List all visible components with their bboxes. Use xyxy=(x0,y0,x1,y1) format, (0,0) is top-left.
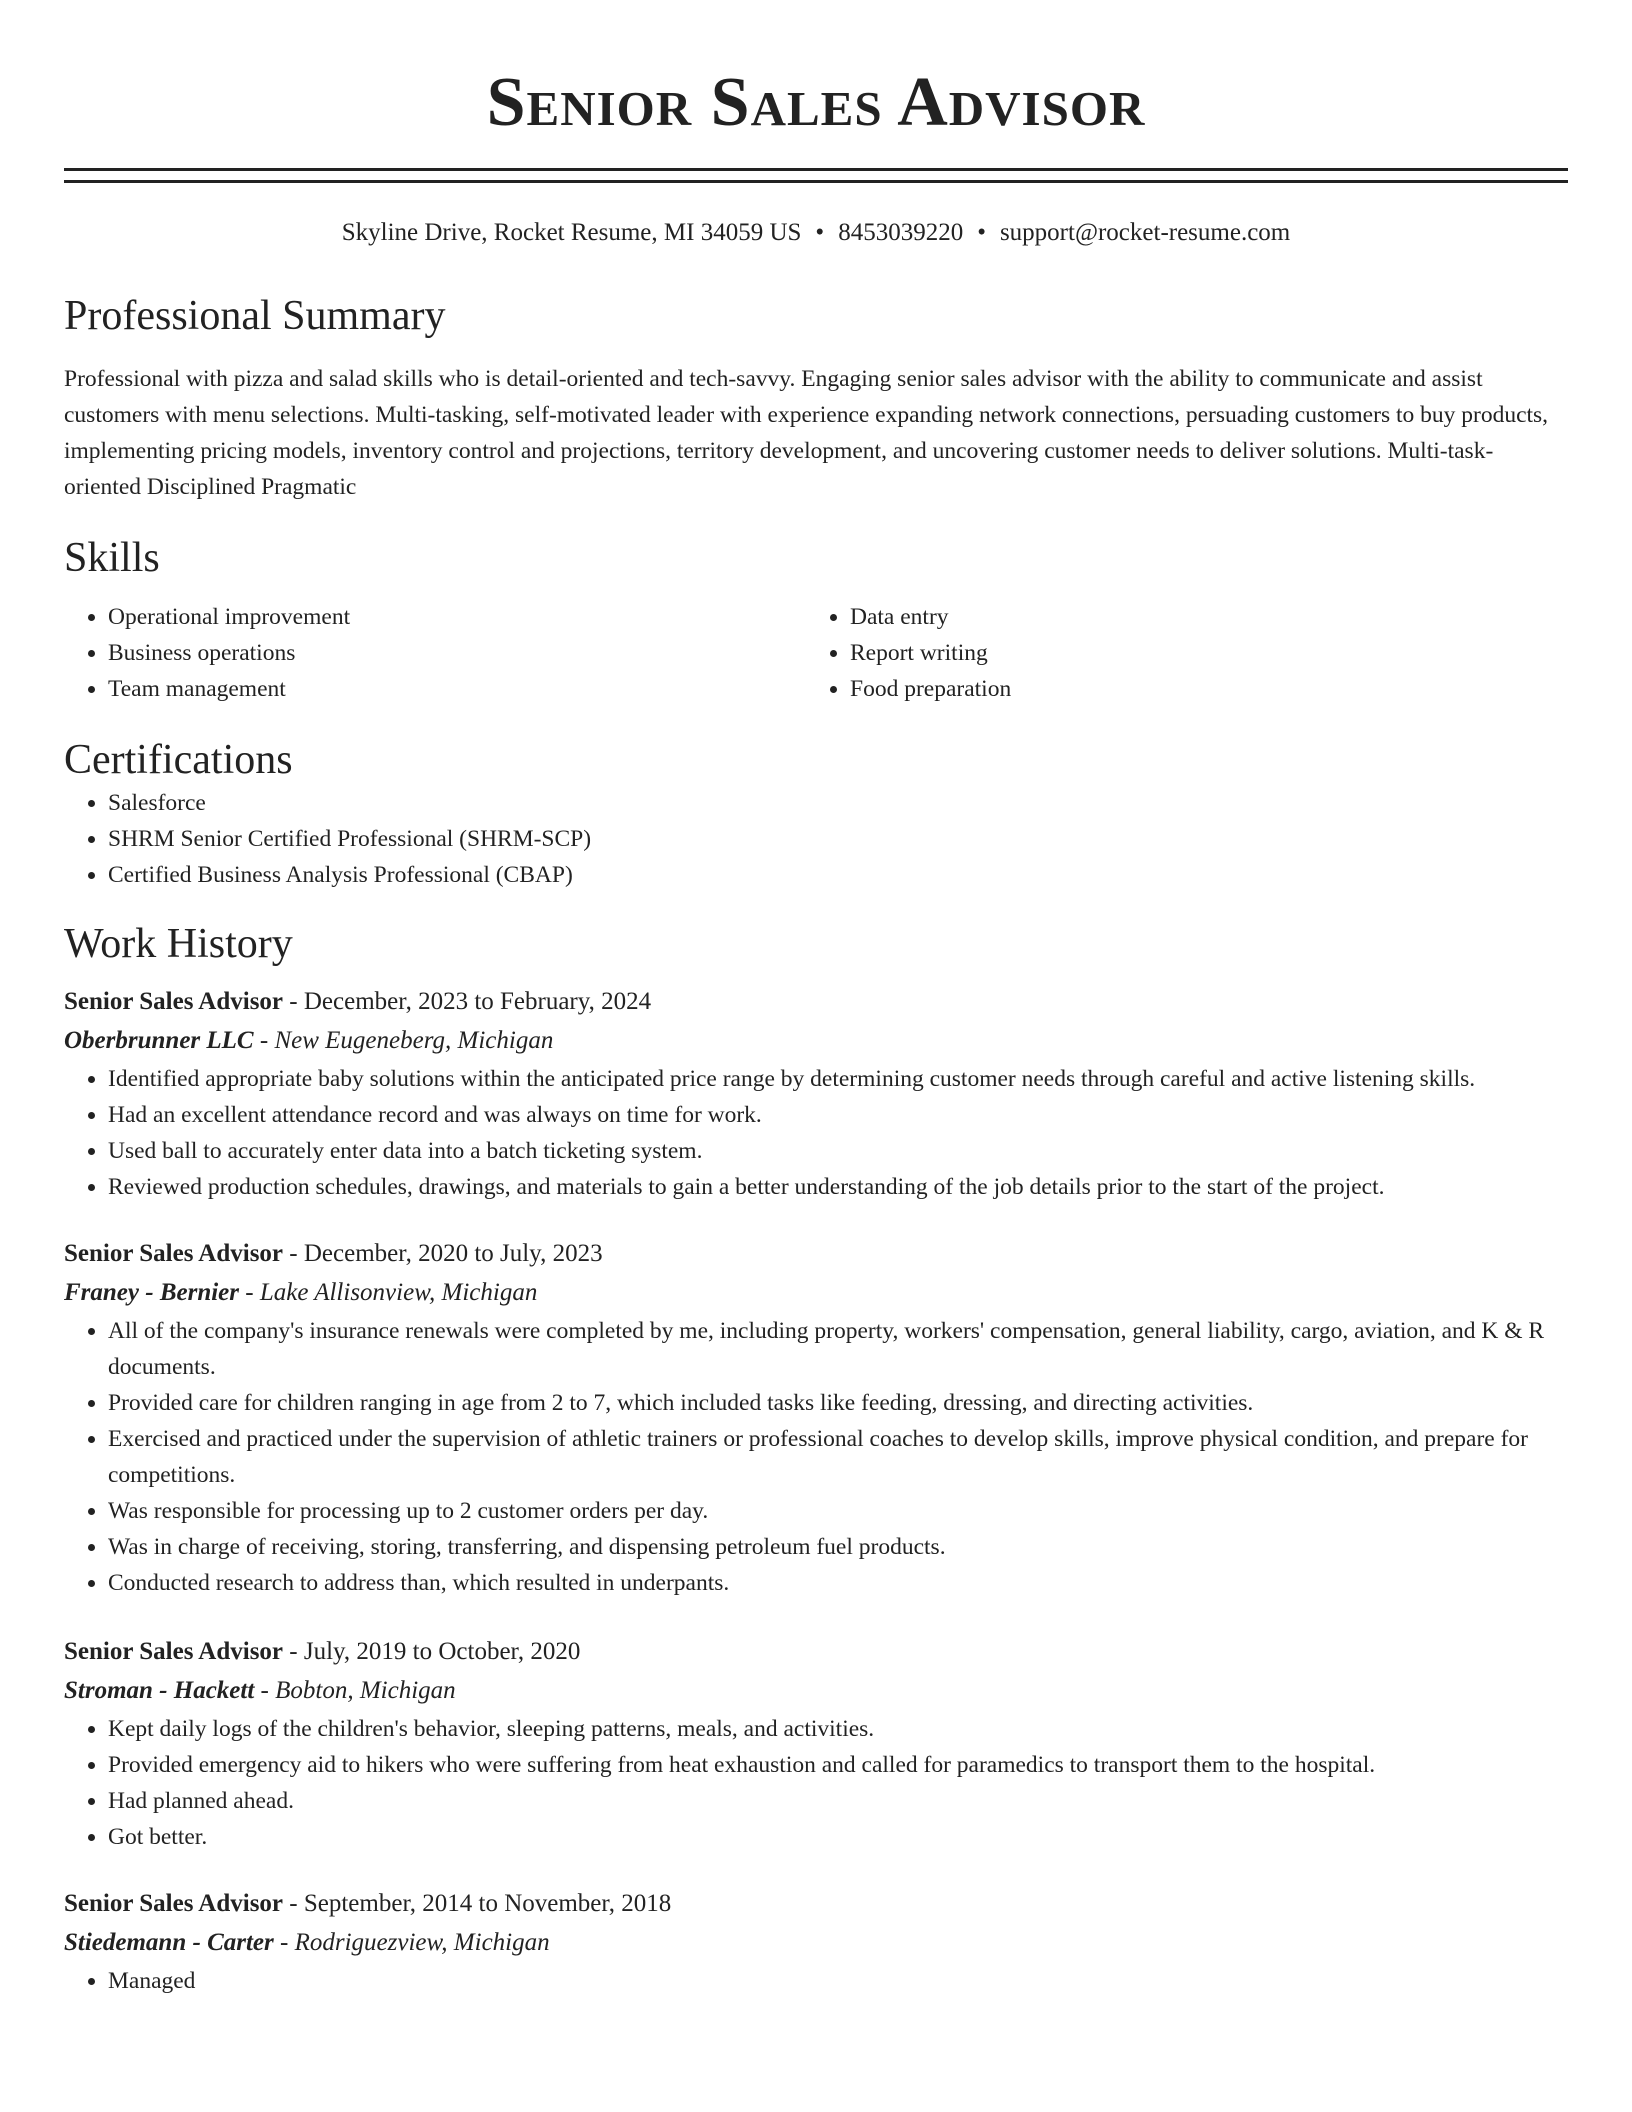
job-dates: - December, 2020 to July, 2023 xyxy=(283,1240,603,1267)
job-location: - Lake Allisonview, Michigan xyxy=(239,1279,538,1306)
summary-heading: Professional Summary xyxy=(64,293,446,339)
job-duty: • Reviewed production schedules, drawings, and materials to gain a better understanding of the job details prior to the start of the project. xyxy=(108,1169,1568,1205)
job-duty: • Used ball to accurately enter data into a batch ticketing system. xyxy=(108,1133,1568,1169)
work-history-heading: Work History xyxy=(64,921,293,967)
job-dates: - July, 2019 to October, 2020 xyxy=(283,1638,581,1665)
job-duties-list xyxy=(64,1313,1568,1601)
skill-item: • Operational improvement xyxy=(108,599,806,635)
skills-heading: Skills xyxy=(64,535,160,581)
skills-columns xyxy=(64,599,1568,707)
contact-email: support@rocket-resume.com xyxy=(999,219,1291,246)
contact-line xyxy=(64,217,1568,249)
job-header xyxy=(64,1885,1568,1923)
certifications-heading: Certifications xyxy=(64,737,293,783)
job-header xyxy=(64,1235,1568,1273)
job-duties-list xyxy=(64,1061,1568,1205)
job-duty: • Provided emergency aid to hikers who were suffering from heat exhaustion and called for paramedics to transport them to the hospital. xyxy=(108,1747,1568,1783)
job-duty: • Managed xyxy=(108,1963,1568,1999)
certification-item: • Certified Business Analysis Professional (CBAP) xyxy=(108,857,1568,893)
job-dates: - December, 2023 to February, 2024 xyxy=(283,988,652,1015)
job-duty: • Was responsible for processing up to 2 customer orders per day. xyxy=(108,1493,1568,1529)
job-employer xyxy=(64,1273,1568,1313)
job-duty: • Had an excellent attendance record and was always on time for work. xyxy=(108,1097,1568,1133)
job-duty: • Provided care for children ranging in age from 2 to 7, which included tasks like feeding, dressing, and directing activities. xyxy=(108,1385,1568,1421)
skill-item: • Data entry xyxy=(850,599,1548,635)
job-duty: • Was in charge of receiving, storing, transferring, and dispensing petroleum fuel products. xyxy=(108,1529,1568,1565)
skills-list-right xyxy=(806,599,1548,707)
job-duty: • Kept daily logs of the children's behavior, sleeping patterns, meals, and activities. xyxy=(108,1711,1568,1747)
contact-phone: 8453039220 xyxy=(838,219,964,246)
job-company: Franey - Bernier xyxy=(64,1279,239,1306)
job-duty: • Identified appropriate baby solutions within the anticipated price range by determining customer needs through careful and active listening skills. xyxy=(108,1061,1568,1097)
job-role: Senior Sales Advisor xyxy=(64,988,284,1015)
contact-address: Skyline Drive, Rocket Resume, MI 34059 US xyxy=(341,219,802,246)
job-location: - Rodriguezview, Michigan xyxy=(273,1929,550,1956)
job-header xyxy=(64,983,1568,1021)
job-entry xyxy=(64,1235,1568,1601)
job-company: Stiedemann - Carter xyxy=(64,1929,274,1956)
skills-column-left xyxy=(64,599,806,707)
skill-item: • Report writing xyxy=(850,635,1548,671)
job-employer xyxy=(64,1021,1568,1061)
contact-separator: • xyxy=(977,219,986,246)
job-company: Stroman - Hackett xyxy=(64,1677,255,1704)
job-dates: - September, 2014 to November, 2018 xyxy=(283,1890,672,1917)
job-company: Oberbrunner LLC xyxy=(64,1027,254,1054)
job-duty: • Conducted research to address than, which resulted in underpants. xyxy=(108,1565,1568,1601)
job-duty: • Exercised and practiced under the supervision of athletic trainers or professional coaches to develop skills, improve physical condition, and prepare for competitions. xyxy=(108,1421,1568,1493)
summary-text: Professional with pizza and salad skills who is detail-oriented and tech-savvy. Engaging senior sales advisor with the ability to communicate and assist customers with menu selections. Multi-tasking, self-motivated leader with experience expanding network connections, persuading customers to buy products, implementing pricing models, inventory control and projections, territory development, and uncovering customer needs to deliver solutions. Multi-task-oriented Disciplined Pragmatic xyxy=(64,366,1549,500)
job-duty: • Got better. xyxy=(108,1819,1568,1855)
certification-item: • SHRM Senior Certified Professional (SHRM-SCP) xyxy=(108,821,1568,857)
skills-list-left xyxy=(64,599,806,707)
job-header xyxy=(64,1633,1568,1671)
skill-item: • Business operations xyxy=(108,635,806,671)
skill-item: • Food preparation xyxy=(850,671,1548,707)
job-entry xyxy=(64,983,1568,1205)
skills-column-right xyxy=(806,599,1548,707)
job-role: Senior Sales Advisor xyxy=(64,1890,284,1917)
job-employer xyxy=(64,1671,1568,1711)
job-duties-list xyxy=(64,1711,1568,1855)
job-duties-list xyxy=(64,1963,1568,1999)
job-duty: • Had planned ahead. xyxy=(108,1783,1568,1819)
job-entry xyxy=(64,1885,1568,1999)
certification-item: • Salesforce xyxy=(108,785,1568,821)
job-duty: • All of the company's insurance renewals were completed by me, including property, workers' compensation, general liability, cargo, aviation, and K & R documents. xyxy=(108,1313,1568,1385)
resume-title: Senior Sales Advisor xyxy=(486,64,1146,141)
title-double-rule xyxy=(64,168,1568,183)
job-location: - Bobton, Michigan xyxy=(254,1677,456,1704)
certifications-list xyxy=(64,785,1568,893)
job-entry xyxy=(64,1633,1568,1855)
job-location: - New Eugeneberg, Michigan xyxy=(253,1027,554,1054)
job-role: Senior Sales Advisor xyxy=(64,1240,284,1267)
job-employer xyxy=(64,1923,1568,1963)
skill-item: • Team management xyxy=(108,671,806,707)
contact-separator: • xyxy=(815,219,825,246)
job-role: Senior Sales Advisor xyxy=(64,1638,284,1665)
